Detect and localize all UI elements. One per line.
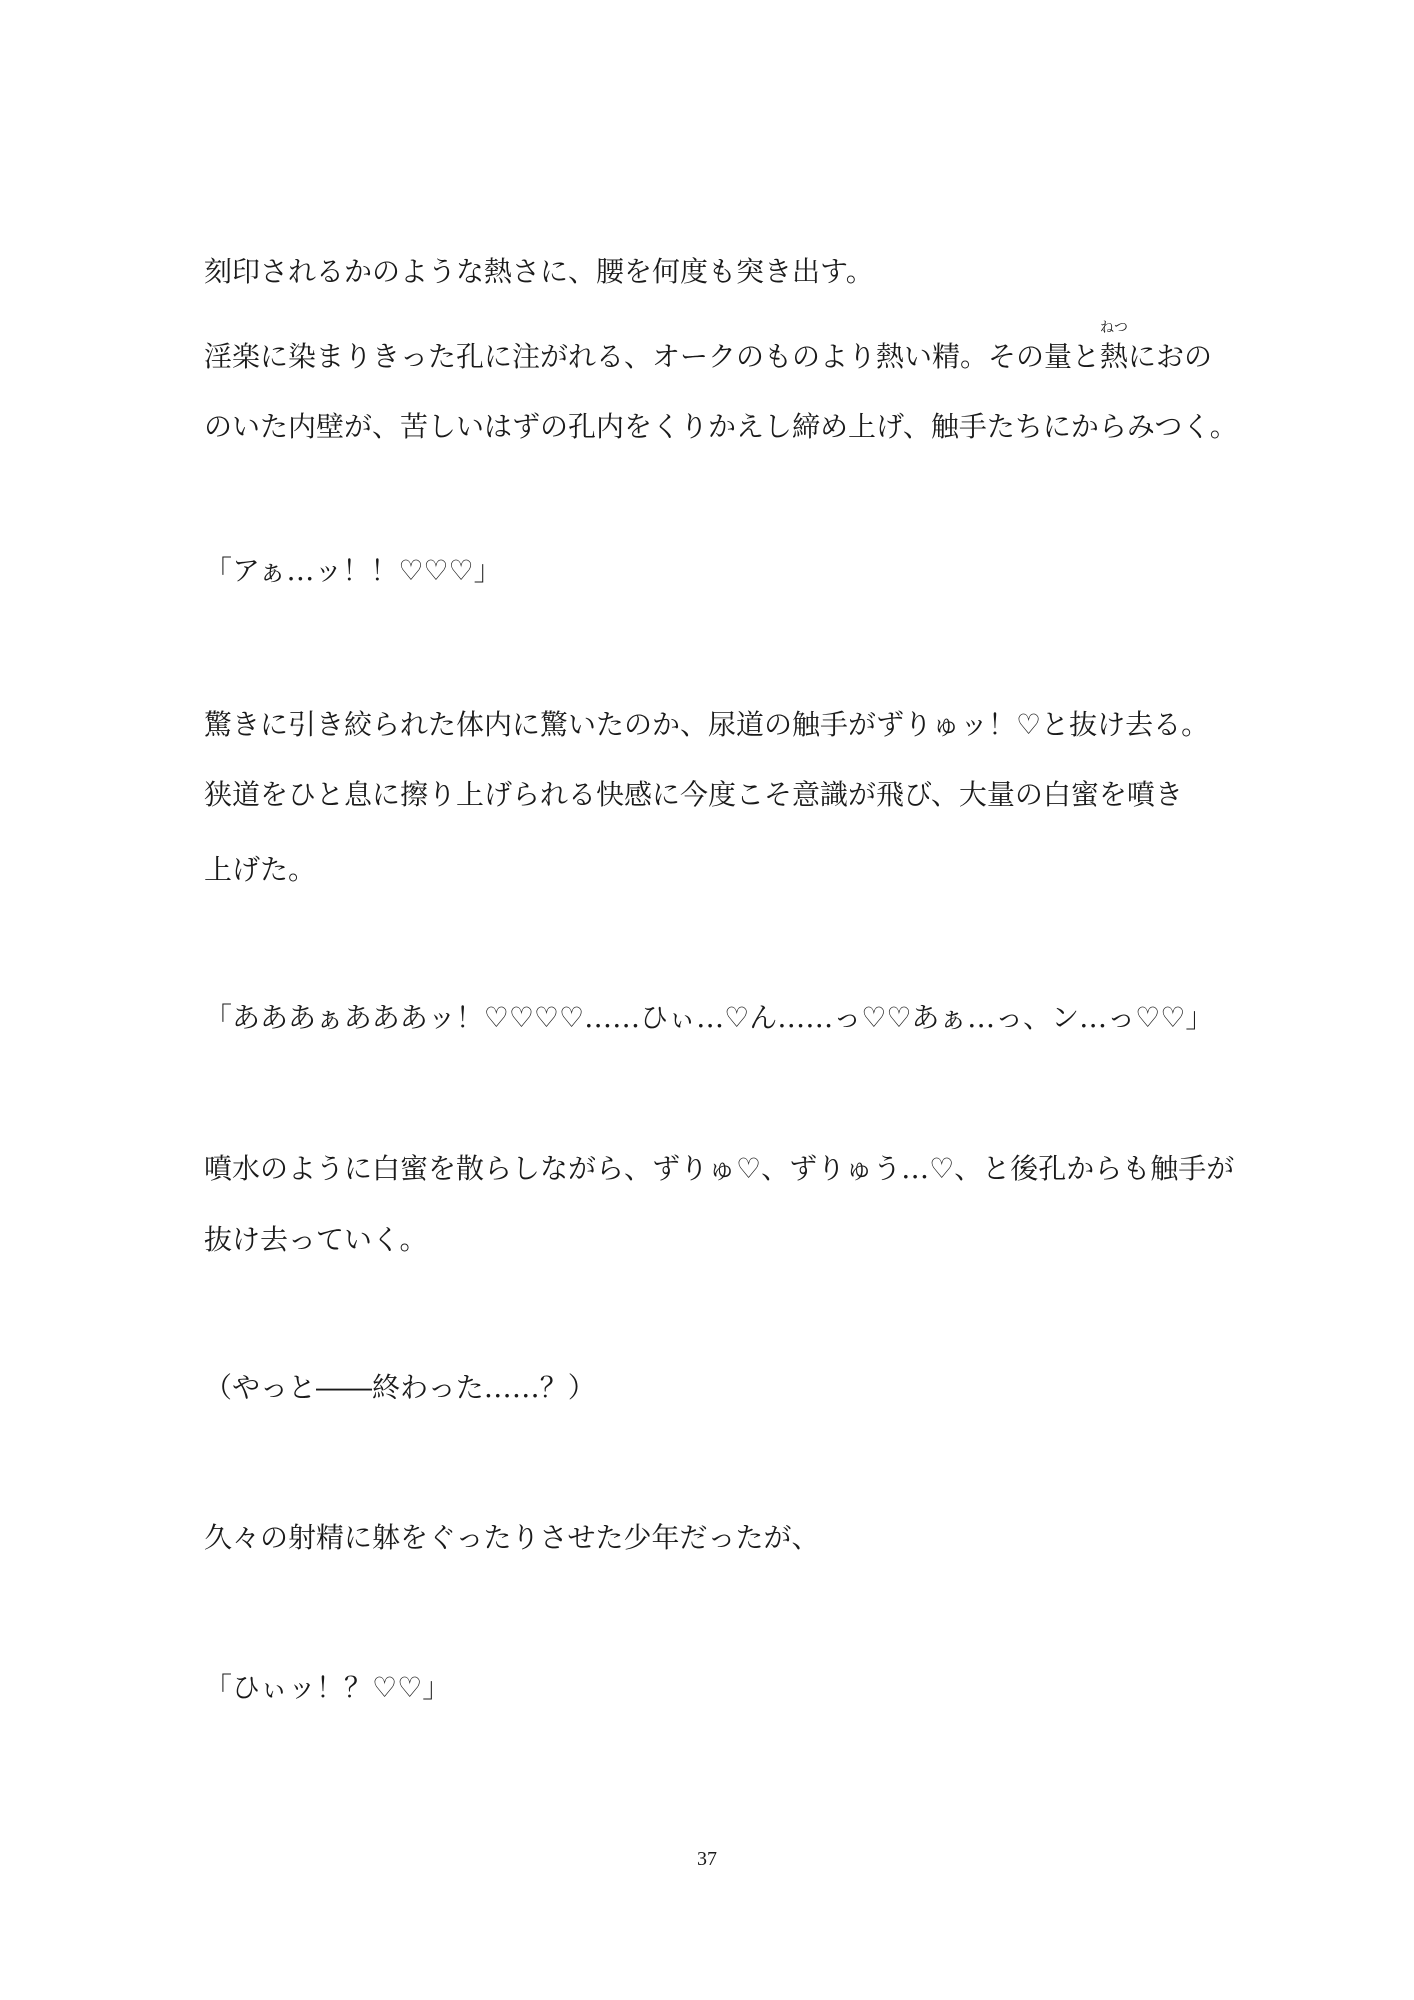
- text-line-3: のいた内壁が、苦しいはずの孔内をくりかえし締め上げ、触手たちにからみつく。: [204, 410, 1238, 443]
- ruby-word: [1100, 320, 1129, 373]
- text-line-8: 抜け去っていく。: [204, 1223, 428, 1256]
- ruby-reading: ねつ: [1100, 320, 1129, 336]
- page-number: 37: [697, 1848, 717, 1870]
- dialogue-line-2: 「あああぁあああッ！♡♡♡♡……ひぃ…♡ん……っ♡♡あぁ…っ、ン…っ♡♡」: [204, 1001, 1214, 1034]
- text-line-9: 久々の射精に躰をぐったりさせた少年だったが、: [204, 1521, 820, 1554]
- text-line-6: 上げた。: [204, 853, 317, 886]
- ruby-base: 熱: [1100, 340, 1129, 373]
- monologue-line: （やっと――終わった……？）: [204, 1371, 596, 1404]
- text-line-1: 刻印されるかのような熱さに、腰を何度も突き出す。: [204, 255, 874, 288]
- text-line-2-part-a: 淫楽に染まりきった孔に注がれる、オークのものより熱い精。その量と: [204, 340, 1101, 373]
- dialogue-line-3: 「ひぃッ！？♡♡」: [204, 1671, 451, 1704]
- dialogue-line-1: 「アぁ…ッ！！♡♡♡」: [204, 554, 502, 587]
- text-line-7: 噴水のように白蜜を散らしながら、ずりゅ♡、ずりゅう…♡、と後孔からも触手が: [204, 1152, 1235, 1185]
- text-line-2-part-b: におの: [1128, 340, 1213, 373]
- text-line-4: 驚きに引き絞られた体内に驚いたのか、尿道の触手がずりゅッ！♡と抜け去る。: [204, 708, 1210, 741]
- text-line-5: 狭道をひと息に擦り上げられる快感に今度こそ意識が飛び、大量の白蜜を噴き: [204, 778, 1183, 811]
- text-line-2: [204, 320, 1213, 373]
